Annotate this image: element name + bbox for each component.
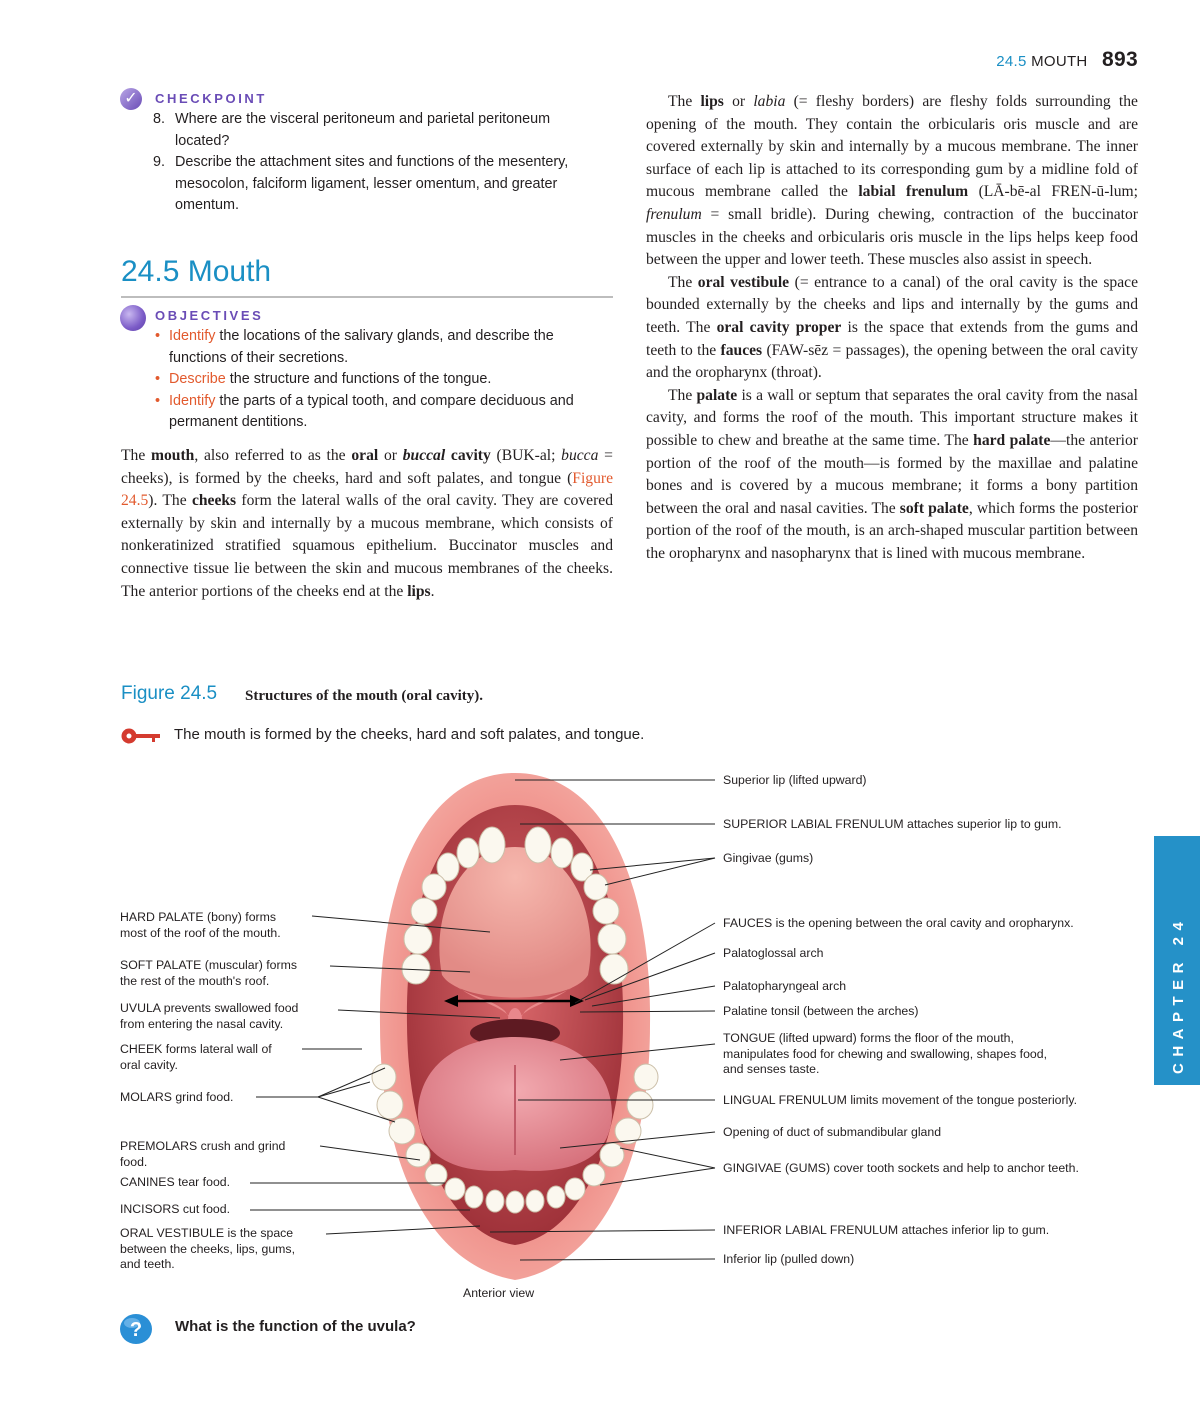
running-head-title: MOUTH — [1031, 53, 1088, 70]
svg-text:CHAPTER 24: CHAPTER 24 — [1170, 915, 1187, 1074]
figure-number: Figure 24.5 — [121, 683, 218, 704]
label-uvula: UVULA prevents swallowed food from entering the nasal cavity. — [120, 1001, 299, 1031]
label-submandibular-duct: Opening of duct of submandibular gland — [723, 1125, 942, 1139]
label-cheek: CHEEK forms lateral wall of oral cavity. — [120, 1042, 272, 1072]
objective-item: • Identify the parts of a typical tooth, and compare deciduous and permanent dentitions. — [155, 392, 574, 430]
label-inferior-labial-frenulum: INFERIOR LABIAL FRENULUM attaches inferior lip to gum. — [723, 1223, 1050, 1237]
figure-reference-link[interactable]: Figure 24.5 — [121, 469, 613, 510]
label-gingivae-gums: GINGIVAE (GUMS) cover tooth sockets and help to anchor teeth. — [723, 1161, 1079, 1175]
figure-key-statement: The mouth is formed by the cheeks, hard and soft palates, and tongue. — [174, 726, 645, 743]
label-soft-palate: SOFT PALATE (muscular) forms the rest of the mouth's roof. — [120, 958, 297, 988]
question-mark-icon — [118, 1312, 154, 1346]
label-premolars: PREMOLARS crush and grind food. — [120, 1139, 286, 1169]
checkpoint-question: 8. Where are the visceral peritoneum and parietal peritoneum located? — [153, 111, 551, 149]
label-fauces: FAUCES is the opening between the oral cavity and oropharynx. — [723, 916, 1074, 930]
body-paragraph-lips: The lips or labia (= fleshy borders) are fleshy folds surrounding the opening of the mouth. They contain the orbicularis oris muscle and are covered externally by skin and internally by a mucous membrane. The inner surface of each lip is attached to its corresponding gum by a midline fold of mucous membrane called the labial frenulum (LĀ-bē-al FREN-ū-lum; frenulum = small bridle). During chewing, contraction of the buccinator muscles in the cheeks and orbicularis oris muscle in the lips helps keep food between the upper and lower teeth. These muscles also assist in speech. — [646, 93, 1138, 269]
label-palatoglossal-arch: Palatoglossal arch — [723, 946, 824, 960]
label-superior-labial-frenulum: SUPERIOR LABIAL FRENULUM attaches superior lip to gum. — [723, 817, 1062, 831]
figure-caption: Structures of the mouth (oral cavity). — [245, 688, 484, 704]
objectives-label: OBJECTIVES — [155, 308, 264, 323]
objective-item: • Describe the structure and functions of the tongue. — [155, 371, 492, 387]
section-title: 24.5 Mouth — [121, 255, 272, 288]
label-oral-vestibule: ORAL VESTIBULE is the space between the cheeks, lips, gums, and teeth. — [120, 1226, 295, 1271]
running-head-section: 24.5 — [996, 53, 1027, 70]
label-hard-palate: HARD PALATE (bony) forms most of the roof of the mouth. — [120, 910, 281, 940]
body-paragraph-mouth: The mouth, also referred to as the oral or buccal cavity (BUK-al; bucca = cheeks), is formed by the cheeks, hard and soft palates, and tongue (Figure 24.5). The cheeks form the lateral walls of the oral cavity. They are covered externally by skin and internally by a mucous membrane, which consists of nonkeratinized stratified squamous epithelium. Buccinator muscles and connective tissue lie between the skin and mucous membranes of the cheeks. The anterior portions of the cheeks end at the lips. — [121, 447, 613, 600]
label-inferior-lip: Inferior lip (pulled down) — [723, 1252, 855, 1266]
body-paragraph-palate: The palate is a wall or septum that separates the oral cavity from the nasal cavity, and forms the roof of the mouth. This important structure makes it possible to chew and breathe at the same time. The hard palate—the anterior portion of the roof of the mouth—is formed by the maxillae and palatine bones and is covered by a mucous membrane; it forms a bony partition between the oral and nasal cavities. The soft palate, which forms the posterior portion of the roof of the mouth, is an arch-shaped muscular partition between the oropharynx and nasopharynx that is lined with mucous membrane. — [646, 386, 1138, 562]
label-lingual-frenulum: LINGUAL FRENULUM limits movement of the tongue posteriorly. — [723, 1093, 1077, 1107]
label-canines: CANINES tear food. — [120, 1175, 231, 1189]
label-incisors: INCISORS cut food. — [120, 1202, 231, 1216]
objective-item: • Identify the locations of the salivary glands, and describe the functions of their secretions. — [155, 328, 554, 366]
checkmark-icon: ✓ — [120, 88, 142, 110]
body-paragraph-vestibule: The oral vestibule (= entrance to a canal) of the oral cavity is the space bounded externally by the cheeks and lips and internally by the gums and teeth. The oral cavity proper is the space that extends from the gums and teeth to the fauces (FAW-sēz = passages), the opening between the oral cavity and the oropharynx (throat). — [646, 273, 1138, 382]
label-tongue: TONGUE (lifted upward) forms the floor of the mouth, manipulates food for chewing and swallowing, shapes food, and senses taste. — [723, 1031, 1048, 1076]
label-molars: MOLARS grind food. — [120, 1090, 234, 1104]
svg-text:?: ? — [129, 1319, 143, 1341]
label-gingivae: Gingivae (gums) — [723, 851, 814, 865]
figure-question: What is the function of the uvula? — [175, 1318, 416, 1335]
label-superior-lip: Superior lip (lifted upward) — [723, 773, 867, 787]
label-palatopharyngeal-arch: Palatopharyngeal arch — [723, 979, 847, 993]
checkpoint-question: 9. Describe the attachment sites and functions of the mesentery, mesocolon, falciform ligament, lesser omentum, and greater omentum. — [153, 154, 569, 213]
page-number: 893 — [1102, 48, 1138, 71]
chapter-tab-label — [1154, 836, 1200, 1085]
term-mouth: mouth — [151, 447, 195, 464]
checkpoint-label: CHECKPOINT — [155, 91, 267, 106]
label-palatine-tonsil: Palatine tonsil (between the arches) — [723, 1004, 919, 1018]
view-label: Anterior view — [463, 1286, 535, 1300]
